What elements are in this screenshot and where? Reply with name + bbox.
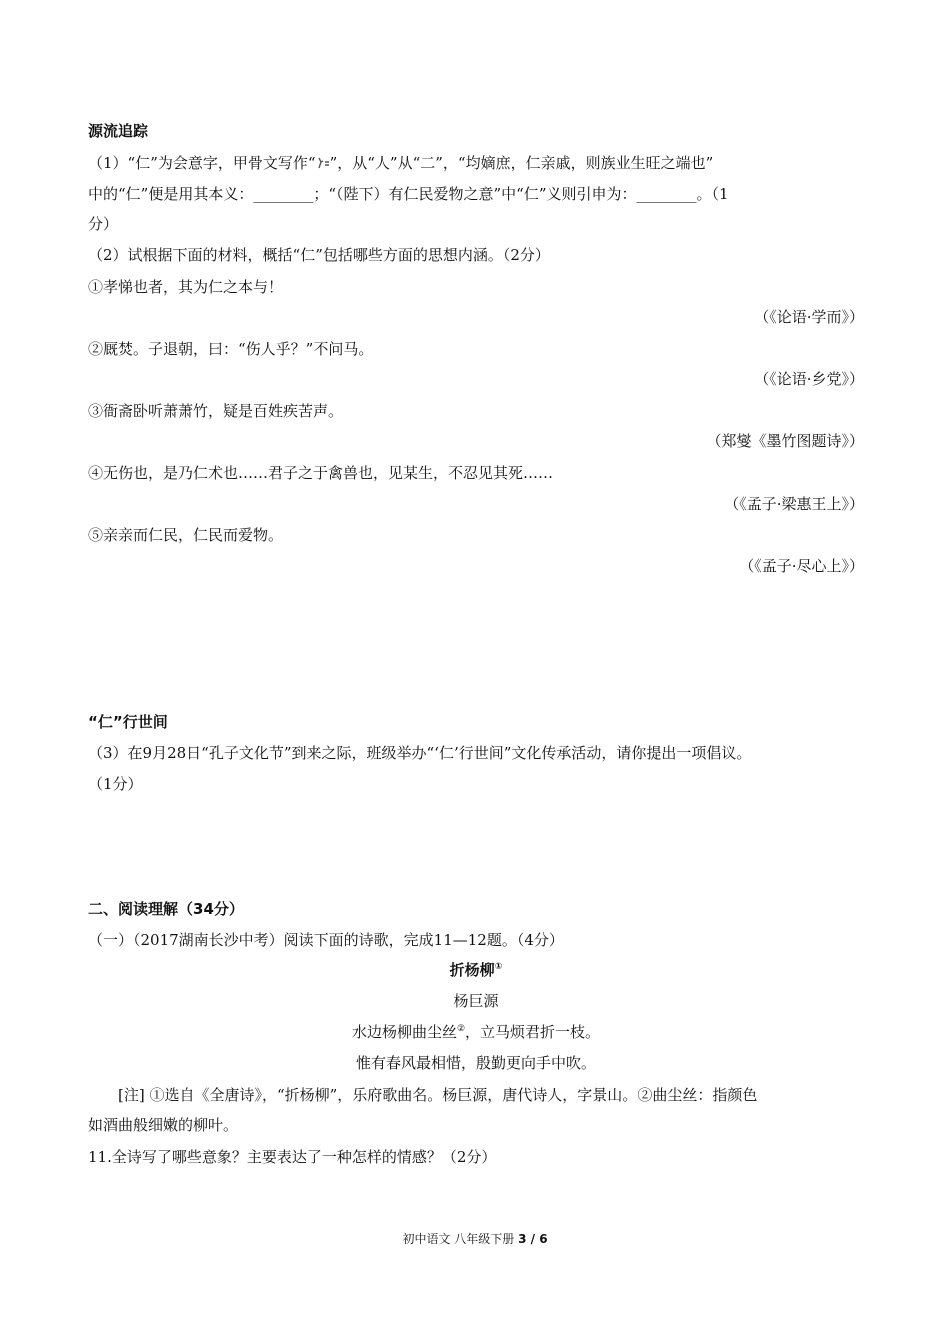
material-1-text: ①孝悌也者，其为仁之本与！ bbox=[88, 278, 284, 296]
material-3-text: ③衙斋卧听萧萧竹，疑是百姓疾苦声。 bbox=[88, 402, 344, 420]
page-footer bbox=[0, 1230, 950, 1247]
annotation-line-2: 如酒曲般细嫩的柳叶。 bbox=[88, 1116, 239, 1134]
section-heading-ren-world: “仁”行世间 bbox=[88, 713, 168, 731]
question-1-text-a: （1）“仁”为会意字，甲骨文写作“ bbox=[88, 154, 316, 172]
question-1-line-3: 分） bbox=[88, 215, 119, 233]
part-2-heading: 二、阅读理解（34分） bbox=[88, 900, 244, 918]
material-2-text: ②厩焚。子退朝，曰：“伤人乎？”不问马。 bbox=[88, 340, 374, 358]
reading-intro: （一）（2017湖南长沙中考）阅读下面的诗歌，完成11—12题。（4分） bbox=[88, 931, 564, 949]
material-4-source: （《孟子·梁惠王上》） bbox=[724, 495, 864, 513]
question-2: （2）试根据下面的材料，概括“仁”包括哪些方面的思想内涵。（2分） bbox=[88, 246, 550, 264]
poem-line-1-b: ，立马烦君折一枝。 bbox=[465, 1023, 601, 1041]
poem-line-2: 惟有春风最相惜，殷勤更向手中吹。 bbox=[355, 1054, 596, 1072]
question-11: 11.全诗写了哪些意象？主要表达了一种怎样的情感？（2分） bbox=[88, 1148, 497, 1166]
question-1-line-1 bbox=[88, 153, 864, 173]
section-heading-origin: 源流追踪 bbox=[88, 122, 149, 140]
annotation-line-1: [注] ①选自《全唐诗》，“折杨柳”，乐府歌曲名。杨巨源，唐代诗人，字景山。②曲尘丝：指颜色 bbox=[118, 1086, 758, 1104]
material-5-text: ⑤亲亲而仁民，仁民而爱物。 bbox=[88, 526, 284, 544]
footer-page-number: 3 / 6 bbox=[518, 1232, 548, 1246]
poem-line-1-note-marker: ② bbox=[456, 1024, 466, 1034]
material-2-source: （《论语·乡党》） bbox=[754, 370, 864, 388]
question-3-line-2: （1分） bbox=[88, 775, 143, 793]
material-4-text: ④无伤也，是乃仁术也……君子之于禽兽也，见某生，不忍见其死…… bbox=[88, 464, 554, 482]
material-3-source: （郑燮《墨竹图题诗》） bbox=[706, 432, 864, 450]
footer-label: 初中语文 八年级下册 bbox=[402, 1232, 515, 1246]
poem-line-1 bbox=[88, 1022, 864, 1042]
poem-title-text: 折杨柳 bbox=[449, 961, 495, 979]
oracle-bone-ren-glyph bbox=[316, 156, 330, 170]
poem-author: 杨巨源 bbox=[453, 992, 499, 1010]
question-1-line-2: 中的“仁”便是用其本义：________；“（陛下）有仁民爱物之意”中“仁”义则引申为：________。（1 bbox=[88, 185, 729, 203]
material-5-source: （《孟子·尽心上》） bbox=[739, 557, 864, 575]
poem-title-note-marker: ① bbox=[494, 962, 503, 972]
material-1-source: （《论语·学而》） bbox=[754, 308, 864, 326]
poem-line-1-a: 水边杨柳曲尘丝 bbox=[351, 1023, 457, 1041]
question-1-text-b: ”，从“人”从“二”，“均嫡庶，仁亲戚，则族业生旺之端也” bbox=[329, 154, 714, 172]
question-3-line-1: （3）在9月28日“孔子文化节”到来之际，班级举办“‘仁’行世间”文化传承活动，请你提出一项倡议。 bbox=[88, 744, 752, 762]
poem-title bbox=[88, 960, 864, 980]
